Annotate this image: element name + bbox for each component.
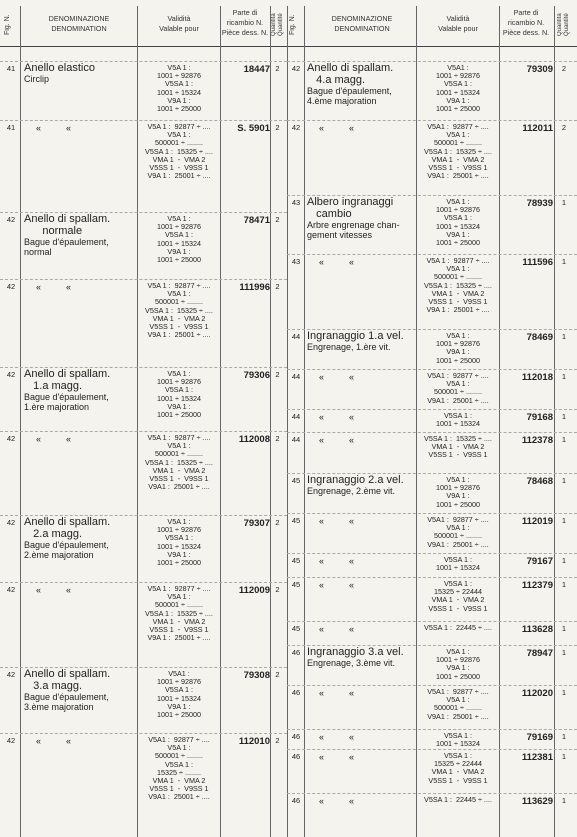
validity: V5A 1 : 1001 ÷ 92876 V5SA 1 : 1001 ÷ 15324 V9A 1 : 1001 ÷ 25000 (157, 517, 201, 568)
fig-number: 46 (291, 648, 301, 657)
quantity: 1 (561, 648, 567, 657)
ditto-mark: « « (36, 282, 72, 292)
description-french: Arbre engrenage chan- gement vitesses (307, 220, 400, 240)
part-number: 78939 (526, 198, 553, 209)
ditto-mark: « « (319, 556, 355, 566)
ditto-mark: « « (319, 580, 355, 590)
ditto-mark: « « (319, 372, 355, 382)
validity: V5A1 : 92877 ÷ .... V5A 1 : 500001 ÷ ........ V9A1 : 25001 ÷ .... (427, 371, 489, 405)
header-part-number (500, 8, 552, 38)
part-number: 79308 (243, 670, 270, 681)
quantity: 1 (561, 476, 567, 485)
fig-number: 44 (291, 372, 301, 381)
row-separator (287, 513, 577, 514)
quantity: 2 (275, 282, 280, 291)
part-description (307, 330, 419, 352)
header-denom-it: DENOMINAZIONE (331, 14, 393, 23)
quantity: 1 (561, 796, 567, 805)
part-number: 78468 (526, 476, 553, 487)
part-number: 112019 (521, 516, 553, 527)
fig-number: 42 (291, 123, 301, 132)
part-number: 78947 (526, 648, 553, 659)
quantity: 1 (561, 332, 567, 341)
part-number: 112011 (522, 123, 553, 134)
row-separator (287, 120, 577, 121)
table-header (287, 6, 577, 47)
validity: V5SA 1 : 1001 ÷ 15324 (436, 411, 480, 429)
part-description (24, 668, 136, 712)
validity: V5A1 : 92877 ÷ .... V5A 1 : 500001 ÷ ........ V9A1 : 25001 ÷ .... (427, 687, 489, 721)
quantity: 1 (561, 580, 567, 589)
validity: V5A 1 : 1001 ÷ 92876 V9A 1 : 1001 ÷ 25000 (436, 647, 480, 681)
validity: V5A 1 : 1001 ÷ 92876 V9A 1 : 1001 ÷ 25000 (436, 331, 480, 365)
row-separator (287, 749, 577, 750)
header-denomination (307, 14, 417, 34)
description-italian: Anello di spallam. 3.a magg. (24, 668, 111, 692)
part-description (24, 62, 136, 84)
part-number: 112009 (238, 585, 270, 596)
header-validity (417, 14, 499, 34)
part-description (307, 62, 419, 106)
fig-number: 43 (291, 198, 301, 207)
validity: V5A 1 : 92877 ÷ .... V5A 1 : 500001 ÷ ........ V5SA 1 : 15325 ÷ .... VMA 1 - VMA 2 V5SS 1 - V9SS 1 V9A 1 : 25001 ÷ .... (145, 281, 213, 340)
header-quantity (271, 6, 285, 44)
fig-number: 42 (6, 518, 16, 527)
fig-number: 45 (291, 580, 301, 589)
description-italian: Anello di spallam. 4.a magg. (307, 62, 394, 86)
part-number: 112379 (521, 580, 553, 591)
part-number: 79168 (526, 412, 553, 423)
quantity: 2 (275, 123, 280, 132)
fig-number: 42 (6, 215, 16, 224)
description-french: Bague d'épaulement, 3.ème majoration (24, 692, 109, 712)
header-qty-1: Quantità (557, 13, 563, 37)
ditto-mark: « « (36, 585, 72, 595)
part-number: 78469 (526, 332, 553, 343)
fig-number: 45 (291, 556, 301, 565)
part-number: 112018 (521, 372, 553, 383)
row-separator (287, 369, 577, 370)
quantity: 1 (561, 412, 567, 421)
part-number: 111596 (522, 257, 553, 268)
fig-number: 41 (6, 64, 16, 73)
ditto-mark: « « (319, 752, 355, 762)
header-part-3: Pièce dess. N. (502, 28, 550, 37)
validity: V5A1 : 92877 ÷ .... V5A 1 : 500001 ÷ ........ V5SA 1 : 15325 ÷ .... VMA 1 - VMA 2 V5SS 1 - V9SS 1 V9A1 : 25001 ÷ .... (424, 122, 492, 181)
part-number: 112378 (521, 435, 553, 446)
part-number: 113628 (521, 624, 553, 635)
quantity: 1 (561, 624, 567, 633)
row-separator (287, 432, 577, 433)
description-french: Engrenage, 1.ère vit. (307, 342, 391, 352)
header-part-number (221, 8, 269, 38)
ditto-mark: « « (36, 736, 72, 746)
part-number: 79309 (526, 64, 553, 75)
header-part-1: Parte di (232, 8, 258, 17)
validity: V5A 1 : 92877 ÷ .... V5A 1 : 500001 ÷ ........ V5SA 1 : 15325 ÷ .... VMA 1 - VMA 2 V5SS 1 - V9SS 1 V9A 1 : 25001 ÷ .... (424, 256, 492, 315)
part-description (24, 516, 136, 560)
header-part-2: ricambio N. (507, 18, 545, 27)
quantity: 2 (561, 64, 567, 73)
validity: V5SA 1 : 1001 ÷ 15324 (436, 731, 480, 749)
header-qty-1: Quantità (271, 13, 277, 37)
validity: V5A 1 : 1001 ÷ 92876 V5SA 1 : 1001 ÷ 15324 V9A 1 : 1001 ÷ 25000 (157, 214, 201, 265)
row-separator (287, 254, 577, 255)
header-valid-fr: Valable pour (438, 24, 478, 33)
part-description (307, 474, 419, 496)
header-denom-it: DENOMINAZIONE (48, 14, 110, 23)
part-number: 112010 (238, 736, 270, 747)
part-number: 112381 (521, 752, 553, 763)
validity: V5A1 : 1001 ÷ 92876 V5SA 1 : 1001 ÷ 15324 V9A 1 : 1001 ÷ 25000 (436, 63, 480, 114)
fig-number: 42 (291, 64, 301, 73)
fig-number: 45 (291, 476, 301, 485)
fig-number: 46 (291, 688, 301, 697)
header-valid-it: Validità (446, 14, 470, 23)
description-italian: Albero ingranaggi cambio (307, 196, 394, 220)
fig-number: 42 (6, 670, 16, 679)
ditto-mark: « « (319, 688, 355, 698)
validity: V5SA 1 : 22445 ÷ .... (424, 795, 492, 804)
header-validity (138, 14, 220, 34)
ditto-mark: « « (319, 624, 355, 634)
row-separator (0, 431, 287, 432)
quantity: 1 (561, 752, 567, 761)
ditto-mark: « « (319, 257, 355, 267)
quantity: 1 (561, 198, 567, 207)
part-number: 111996 (239, 282, 270, 293)
quantity: 1 (561, 516, 567, 525)
row-separator (287, 621, 577, 622)
description-italian: Anello elastico (24, 62, 95, 74)
description-italian: Anello di spallam. 2.a magg. (24, 516, 111, 540)
header-denomination (24, 14, 134, 34)
fig-number: 43 (291, 257, 301, 266)
fig-number: 45 (291, 516, 301, 525)
fig-number: 41 (6, 123, 16, 132)
quantity: 1 (561, 688, 567, 697)
part-number: 112020 (521, 688, 553, 699)
fig-number: 42 (6, 434, 16, 443)
validity: V5SA 1 : 22445 ÷ .... (424, 623, 492, 632)
part-description (307, 646, 419, 668)
left-column (0, 0, 287, 837)
fig-number: 46 (291, 796, 301, 805)
description-french: Bague d'épaulement, 2.ème majoration (24, 540, 109, 560)
validity: V5SA 1 : 15325 ÷ .... VMA 1 - VMA 2 V5SS 1 - V9SS 1 (424, 434, 492, 460)
quantity: 2 (275, 585, 280, 594)
header-qty-2: Quantité (278, 13, 284, 37)
description-french: Engrenage, 3.ème vit. (307, 658, 396, 668)
column-divider (20, 6, 21, 837)
quantity: 2 (275, 518, 280, 527)
fig-number: 42 (6, 282, 16, 291)
row-separator (287, 793, 577, 794)
ditto-mark: « « (36, 123, 72, 133)
table-header (0, 6, 287, 47)
validity: V5A 1 : 1001 ÷ 92876 V5SA 1 : 1001 ÷ 15324 V9A 1 : 1001 ÷ 25000 (436, 197, 480, 248)
quantity: 1 (561, 732, 567, 741)
header-fig: Fig. N. (289, 14, 296, 36)
validity: V5A1 : 1001 ÷ 92876 V5SA 1 : 1001 ÷ 15324 V9A 1 : 1001 ÷ 25000 (157, 669, 201, 720)
right-column (287, 0, 577, 837)
ditto-mark: « « (319, 123, 355, 133)
header-fig: Fig. N. (4, 14, 11, 36)
quantity: 2 (275, 736, 280, 745)
description-french: Bague d'épaulement, 4.ème majoration (307, 86, 392, 106)
part-number: 112008 (238, 434, 270, 445)
validity: V5A 1 : 1001 ÷ 92876 V5SA 1 : 1001 ÷ 15324 V9A 1 : 1001 ÷ 25000 (157, 369, 201, 420)
validity: V5A 1 : 92877 ÷ .... V5A 1 : 500001 ÷ ........ V5SA 1 : 15325 ÷ .... VMA 1 - VMA 2 V5SS 1 - V9SS 1 V9A 1 : 25001 ÷ .... (145, 122, 213, 181)
header-valid-it: Validità (167, 14, 191, 23)
header-part-1: Parte di (513, 8, 539, 17)
fig-number: 46 (291, 752, 301, 761)
quantity: 2 (275, 370, 280, 379)
fig-number: 42 (6, 736, 16, 745)
column-divider (304, 6, 305, 837)
description-italian: Anello di spallam. 1.a magg. (24, 368, 111, 392)
description-french: Engrenage, 2.ème vit. (307, 486, 396, 496)
validity: V5A 1 : 1001 ÷ 92876 V9A 1 : 1001 ÷ 25000 (436, 475, 480, 509)
header-valid-fr: Valable pour (159, 24, 199, 33)
fig-number: 42 (6, 585, 16, 594)
fig-number: 44 (291, 412, 301, 421)
row-separator (0, 733, 287, 734)
fig-number: 46 (291, 732, 301, 741)
quantity: 1 (561, 556, 567, 565)
row-separator (0, 582, 287, 583)
part-number: 79169 (526, 732, 553, 743)
row-separator (287, 553, 577, 554)
validity: V5A1 : 92877 ÷ .... V5A 1 : 500001 ÷ ........ V5SA 1 : 15325 ÷ ........ VMA 1 - VMA 2 V5SS 1 - V9SS 1 V9A1 : 25001 ÷ .... (148, 735, 210, 802)
ditto-mark: « « (319, 435, 355, 445)
validity: V5A1 : 92877 ÷ .... V5A 1 : 500001 ÷ ........ V9A1 : 25001 ÷ .... (427, 515, 489, 549)
quantity: 2 (561, 123, 567, 132)
header-qty-2: Quantité (564, 13, 570, 37)
quantity: 2 (275, 434, 280, 443)
quantity: 1 (561, 257, 567, 266)
part-description (24, 213, 136, 257)
row-separator (287, 577, 577, 578)
row-separator (0, 120, 287, 121)
ditto-mark: « « (319, 516, 355, 526)
fig-number: 45 (291, 624, 301, 633)
part-number: 79306 (243, 370, 270, 381)
row-separator (287, 729, 577, 730)
validity: V5A 1 : 1001 ÷ 92876 V5SA 1 : 1001 ÷ 15324 V9A 1 : 1001 ÷ 25000 (157, 63, 201, 114)
row-separator (287, 685, 577, 686)
part-description (307, 196, 419, 240)
quantity: 2 (275, 670, 280, 679)
part-description (24, 368, 136, 412)
part-number: 79167 (526, 556, 553, 567)
part-number: 79307 (243, 518, 270, 529)
quantity: 2 (275, 64, 280, 73)
ditto-mark: « « (319, 412, 355, 422)
part-number: 18447 (243, 64, 270, 75)
validity: V5A 1 : 92877 ÷ .... V5A 1 : 500001 ÷ ........ V5SA 1 : 15325 ÷ .... VMA 1 - VMA 2 V5SS 1 - V9SS 1 V9A 1 : 25001 ÷ .... (145, 584, 213, 643)
row-separator (287, 409, 577, 410)
header-denom-fr: DENOMINATION (334, 24, 390, 33)
part-number: 113629 (521, 796, 553, 807)
description-italian: Ingranaggio 1.a vel. (307, 330, 404, 342)
part-number: 78471 (243, 215, 270, 226)
row-separator (0, 279, 287, 280)
validity: V5SA 1 : 15325 ÷ 22444 VMA 1 - VMA 2 V5SS 1 - V9SS 1 (428, 751, 488, 785)
header-denom-fr: DENOMINATION (51, 24, 107, 33)
header-quantity (557, 6, 571, 44)
description-french: Bague d'épaulement, normal (24, 237, 109, 257)
quantity: 1 (561, 435, 567, 444)
fig-number: 44 (291, 332, 301, 341)
ditto-mark: « « (319, 796, 355, 806)
part-number: S. 5901 (237, 123, 270, 134)
ditto-mark: « « (36, 434, 72, 444)
quantity: 1 (561, 372, 567, 381)
quantity: 2 (275, 215, 280, 224)
validity: V5SA 1 : 15325 ÷ 22444 VMA 1 - VMA 2 V5SS 1 - V9SS 1 (428, 579, 488, 613)
ditto-mark: « « (319, 732, 355, 742)
description-italian: Ingranaggio 3.a vel. (307, 646, 404, 658)
fig-number: 44 (291, 435, 301, 444)
description-italian: Anello di spallam. normale (24, 213, 111, 237)
description-french: Circlip (24, 74, 50, 84)
header-part-2: ricambio N. (226, 18, 264, 27)
fig-number: 42 (6, 370, 16, 379)
header-part-3: Pièce dess. N. (221, 28, 269, 37)
description-french: Bague d'épaulement, 1.ère majoration (24, 392, 109, 412)
description-italian: Ingranaggio 2.a vel. (307, 474, 404, 486)
validity: V5A 1 : 92877 ÷ .... V5A 1 : 500001 ÷ ........ V5SA 1 : 15325 ÷ .... VMA 1 - VMA 2 V5SS 1 - V9SS 1 V9A1 : 25001 ÷ .... (145, 433, 213, 492)
validity: V5SA 1 : 1001 ÷ 15324 (436, 555, 480, 573)
